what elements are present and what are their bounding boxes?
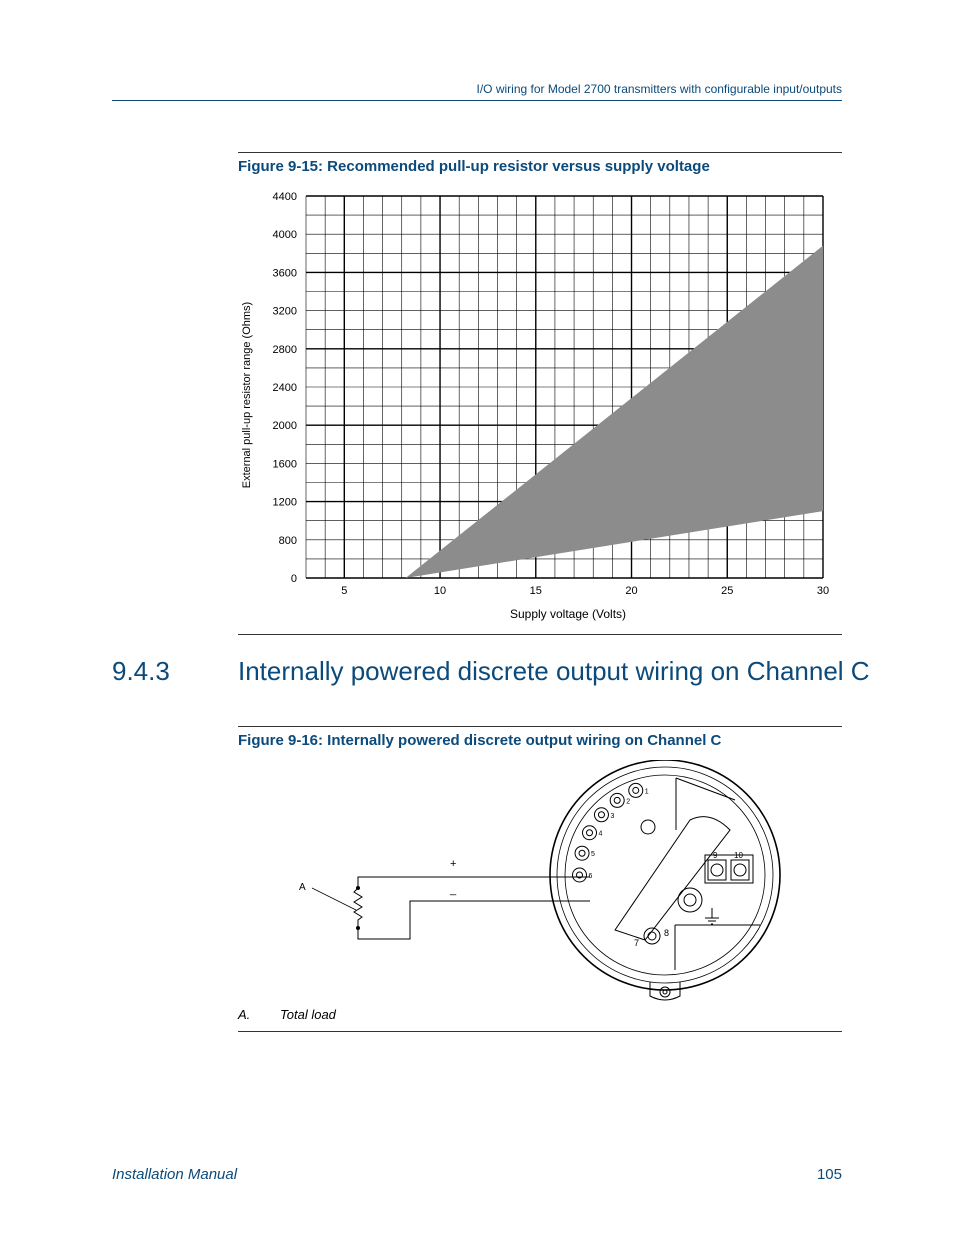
terminal-screw <box>594 808 608 822</box>
terminal-screw-head <box>579 850 585 856</box>
x-tick-label: 25 <box>721 585 734 597</box>
figure-16-top-rule <box>238 726 842 727</box>
figure-15-title: Figure 9-15: Recommended pull-up resistor versus supply voltage <box>238 158 710 175</box>
x-tick-labels <box>341 585 829 597</box>
x-tick-label: 10 <box>433 585 447 597</box>
terminal-label: 2 <box>626 798 631 806</box>
x-tick-label: 20 <box>625 585 638 597</box>
y-tick-label: 1200 <box>272 496 297 509</box>
terminal-label: 6 <box>588 873 593 880</box>
terminal-screw <box>573 868 587 882</box>
section-number: 9.4.3 <box>112 656 170 686</box>
figure-16-bottom-rule <box>238 1031 842 1032</box>
y-tick-label: 3600 <box>272 267 297 280</box>
terminal-screw <box>610 793 624 807</box>
terminal-screw-head <box>598 812 604 818</box>
legend-key: A. <box>238 1007 251 1022</box>
x-tick-label: 5 <box>341 585 348 597</box>
legend-description: Total load <box>280 1007 336 1022</box>
terminal-block <box>573 783 649 882</box>
x-axis-label: Supply voltage (Volts) <box>509 607 627 621</box>
terminal-screw-head <box>587 830 593 836</box>
y-tick-label: 800 <box>278 534 297 547</box>
y-tick-label: 2800 <box>272 343 297 356</box>
x-tick-label: 30 <box>816 585 830 597</box>
wiring-diagram <box>290 760 790 1005</box>
header-rule <box>112 100 842 101</box>
load-label-a: A <box>299 882 306 893</box>
y-axis-label: External pull-up resistor range (Ohms) <box>241 301 253 489</box>
terminal-screw-head <box>614 797 620 803</box>
terminal-label: 5 <box>591 851 595 859</box>
pull-up-resistor-chart <box>230 180 842 630</box>
figure-16-title: Figure 9-16: Internally powered discrete output wiring on Channel C <box>238 732 722 749</box>
ground-icon <box>705 908 719 924</box>
y-tick-label: 0 <box>290 573 297 585</box>
y-tick-label: 1600 <box>272 458 297 471</box>
y-tick-label: 4400 <box>272 191 297 203</box>
running-header: I/O wiring for Model 2700 transmitters with configurable input/outputs <box>476 82 842 96</box>
terminal-label: 3 <box>610 812 615 820</box>
x-tick-label: 15 <box>529 585 542 597</box>
section-title: Internally powered discrete output wiring on Channel C <box>238 656 870 686</box>
y-tick-label: 2400 <box>272 382 297 394</box>
footer-page-number: 105 <box>816 1166 842 1183</box>
y-tick-labels <box>273 191 297 585</box>
resistor-range-area <box>306 246 823 578</box>
figure-15-bottom-rule <box>238 634 842 635</box>
plus-label: + <box>450 858 457 870</box>
terminal-block-right <box>708 860 749 880</box>
terminal-10-label: 10 <box>734 851 743 860</box>
terminal-label: 1 <box>644 788 649 796</box>
switch-label-7: 7 <box>634 938 640 948</box>
footer-manual-title: Installation Manual <box>112 1166 238 1183</box>
terminal-screw-head <box>633 787 639 793</box>
load-resistor <box>354 888 362 928</box>
switch-label-8: 8 <box>664 928 670 938</box>
y-tick-label: 4000 <box>272 229 297 242</box>
terminal-screw <box>583 826 597 840</box>
terminal-screw <box>575 846 589 860</box>
terminal-9-label: 9 <box>713 851 718 860</box>
y-tick-label: 2000 <box>272 420 297 433</box>
y-tick-label: 3200 <box>272 305 297 318</box>
terminal-screw <box>629 783 643 797</box>
figure-15-top-rule <box>238 152 842 153</box>
terminal-label: 4 <box>598 830 603 838</box>
minus-label: _ <box>450 884 457 896</box>
